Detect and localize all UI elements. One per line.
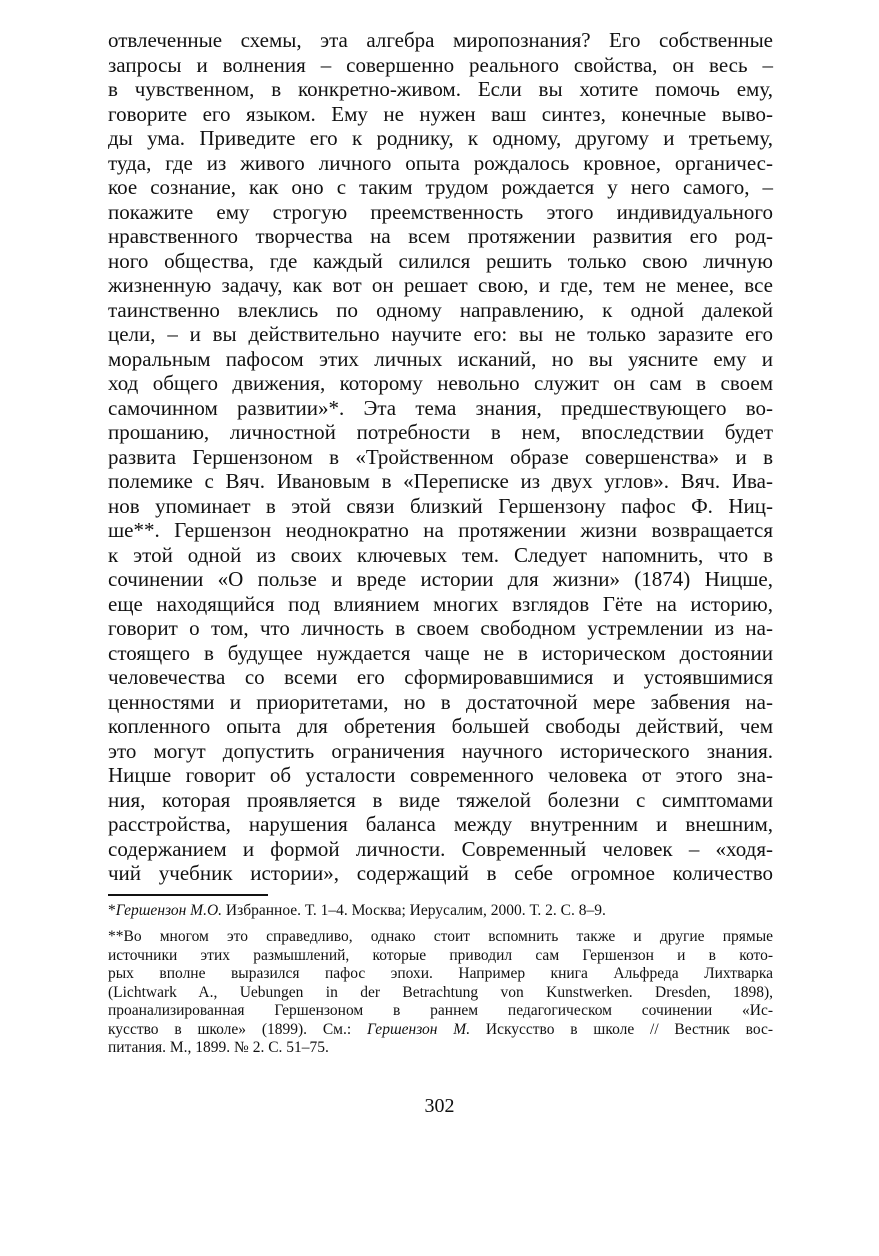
text-line: жизненную задачу, как вот он решает свою, и где, тем не менее, все: [108, 273, 773, 297]
text-line: человечества со всеми его сформировавшимися и устоявшимися: [108, 665, 773, 689]
footnote-divider: [108, 894, 268, 896]
text-line: говорите его языком. Ему не нужен ваш синтез, конечные выво-: [108, 101, 773, 126]
text-line: еще находящийся под влиянием многих взглядов Гёте на историю,: [108, 591, 773, 616]
footnote-2-line: источники этих размышлений, которые приводил сам Гершензон и в кото-: [108, 946, 773, 964]
text-line: ного общества, где каждый силился решить только свою личную: [108, 248, 773, 273]
text-line: отвлеченные схемы, эта алгебра миропознания? Его собственные: [108, 28, 773, 52]
footnote-2-line: (Lichtwark A., Uebungen in der Betrachtung von Kunstwerken. Dresden, 1898),: [108, 983, 773, 1001]
footnote-2-line: [108, 1021, 773, 1040]
text-line: чий учебник истории», содержащий в себе огромное количество: [108, 861, 773, 885]
footnote-text: Во многом это справедливо, однако стоит вспомнить также и другие прямые: [123, 928, 773, 945]
footnote-2-line: [108, 928, 773, 947]
text-line: Ницше говорит об усталости современного человека от этого зна-: [108, 763, 773, 787]
footnote-text: Избранное. Т. 1–4. Москва; Иерусалим, 2000. Т. 2. С. 8–9.: [222, 901, 606, 919]
footnote-marker: *: [108, 901, 116, 919]
footnote-text: кусство в школе» (1899). См.:: [108, 1020, 367, 1038]
footnote-author: Гершензон М.О.: [115, 901, 223, 919]
text-line: ды ума. Приведите его к роднику, к одному, другому и третьему,: [108, 126, 773, 150]
text-line: таинственно влеклись по одному направлению, к одной далекой: [108, 297, 773, 322]
text-line: говорит о том, что личность в своем свободном устремлении из на-: [108, 616, 773, 640]
text-line: содержанием и формой личности. Современный человек – «ходя-: [108, 836, 773, 861]
text-line: расстройства, нарушения баланса между внутренним и внешним,: [108, 812, 773, 836]
text-line: ход общего движения, которому невольно служит он сам в своем: [108, 371, 773, 395]
text-line: стоящего в будущее нуждается чаще не в историческом достоянии: [108, 640, 773, 665]
page-number: 302: [424, 1095, 455, 1117]
footnote-1: [108, 902, 773, 921]
footnote-2-line: рых вполне выразился пафос эпохи. Например книга Альфреда Лихтварка: [108, 965, 773, 982]
text-line: нов упоминает в этой связи близкий Гершензону пафос Ф. Ниц-: [108, 493, 773, 518]
main-text: [108, 28, 773, 886]
text-line: сочинении «О пользе и вреде истории для жизни» (1874) Ницше,: [108, 567, 773, 591]
footnotes: [108, 902, 773, 1058]
text-line: ше**. Гершензон неоднократно на протяжении жизни возвращается: [108, 518, 773, 542]
text-line: полемике с Вяч. Ивановым в «Переписке из двух углов». Вяч. Ива-: [108, 469, 773, 493]
text-line: туда, где из живого личного опыта рождалось кровное, органичес-: [108, 150, 773, 175]
text-line: это могут допустить ограничения научного исторического знания.: [108, 738, 773, 763]
text-line: моральным пафосом этих личных исканий, но вы уясните ему и: [108, 346, 773, 371]
text-line: копленного опыта для обретения большей свободы действий, чем: [108, 714, 773, 738]
text-line: развита Гершензоном в «Тройственном образе совершенства» и в: [108, 444, 773, 469]
text-line: покажите ему строгую преемственность этого индивидуального: [108, 199, 773, 224]
text-line: ния, которая проявляется в виде тяжелой болезни с симптомами: [108, 787, 773, 812]
footnote-2-line: питания. М., 1899. № 2. С. 51–75.: [108, 1039, 329, 1056]
page-content: [108, 28, 773, 1058]
citation-author: Гершензон М.: [366, 1020, 471, 1038]
text-line: в чувственном, в конкретно-живом. Если вы хотите помочь ему,: [108, 77, 773, 101]
text-line: кое сознание, как оно с таким трудом рождается у него самого, –: [108, 175, 773, 199]
text-line: нравственного творчества на всем протяжении развития его род-: [108, 224, 773, 248]
text-line: к этой одной из своих ключевых тем. Следует напомнить, что в: [108, 542, 773, 567]
text-line: запросы и волнения – совершенно реального свойства, он весь –: [108, 52, 773, 77]
text-line: цели, – и вы действительно научите его: вы не только заразите его: [108, 322, 773, 346]
text-line: прошанию, личностной потребности в нем, впоследствии будет: [108, 420, 773, 444]
citation-title: Искусство в школе // Вестник вос-: [470, 1020, 773, 1038]
footnote-marker: **: [108, 928, 124, 945]
text-line: самочинном развитии»*. Эта тема знания, предшествующего во-: [108, 395, 773, 420]
text-line: ценностями и приоритетами, но в достаточной мере забвения на-: [108, 689, 773, 714]
footnote-2-line: проанализированная Гершензоном в раннем педагогическом сочинении «Ис-: [108, 1002, 773, 1019]
